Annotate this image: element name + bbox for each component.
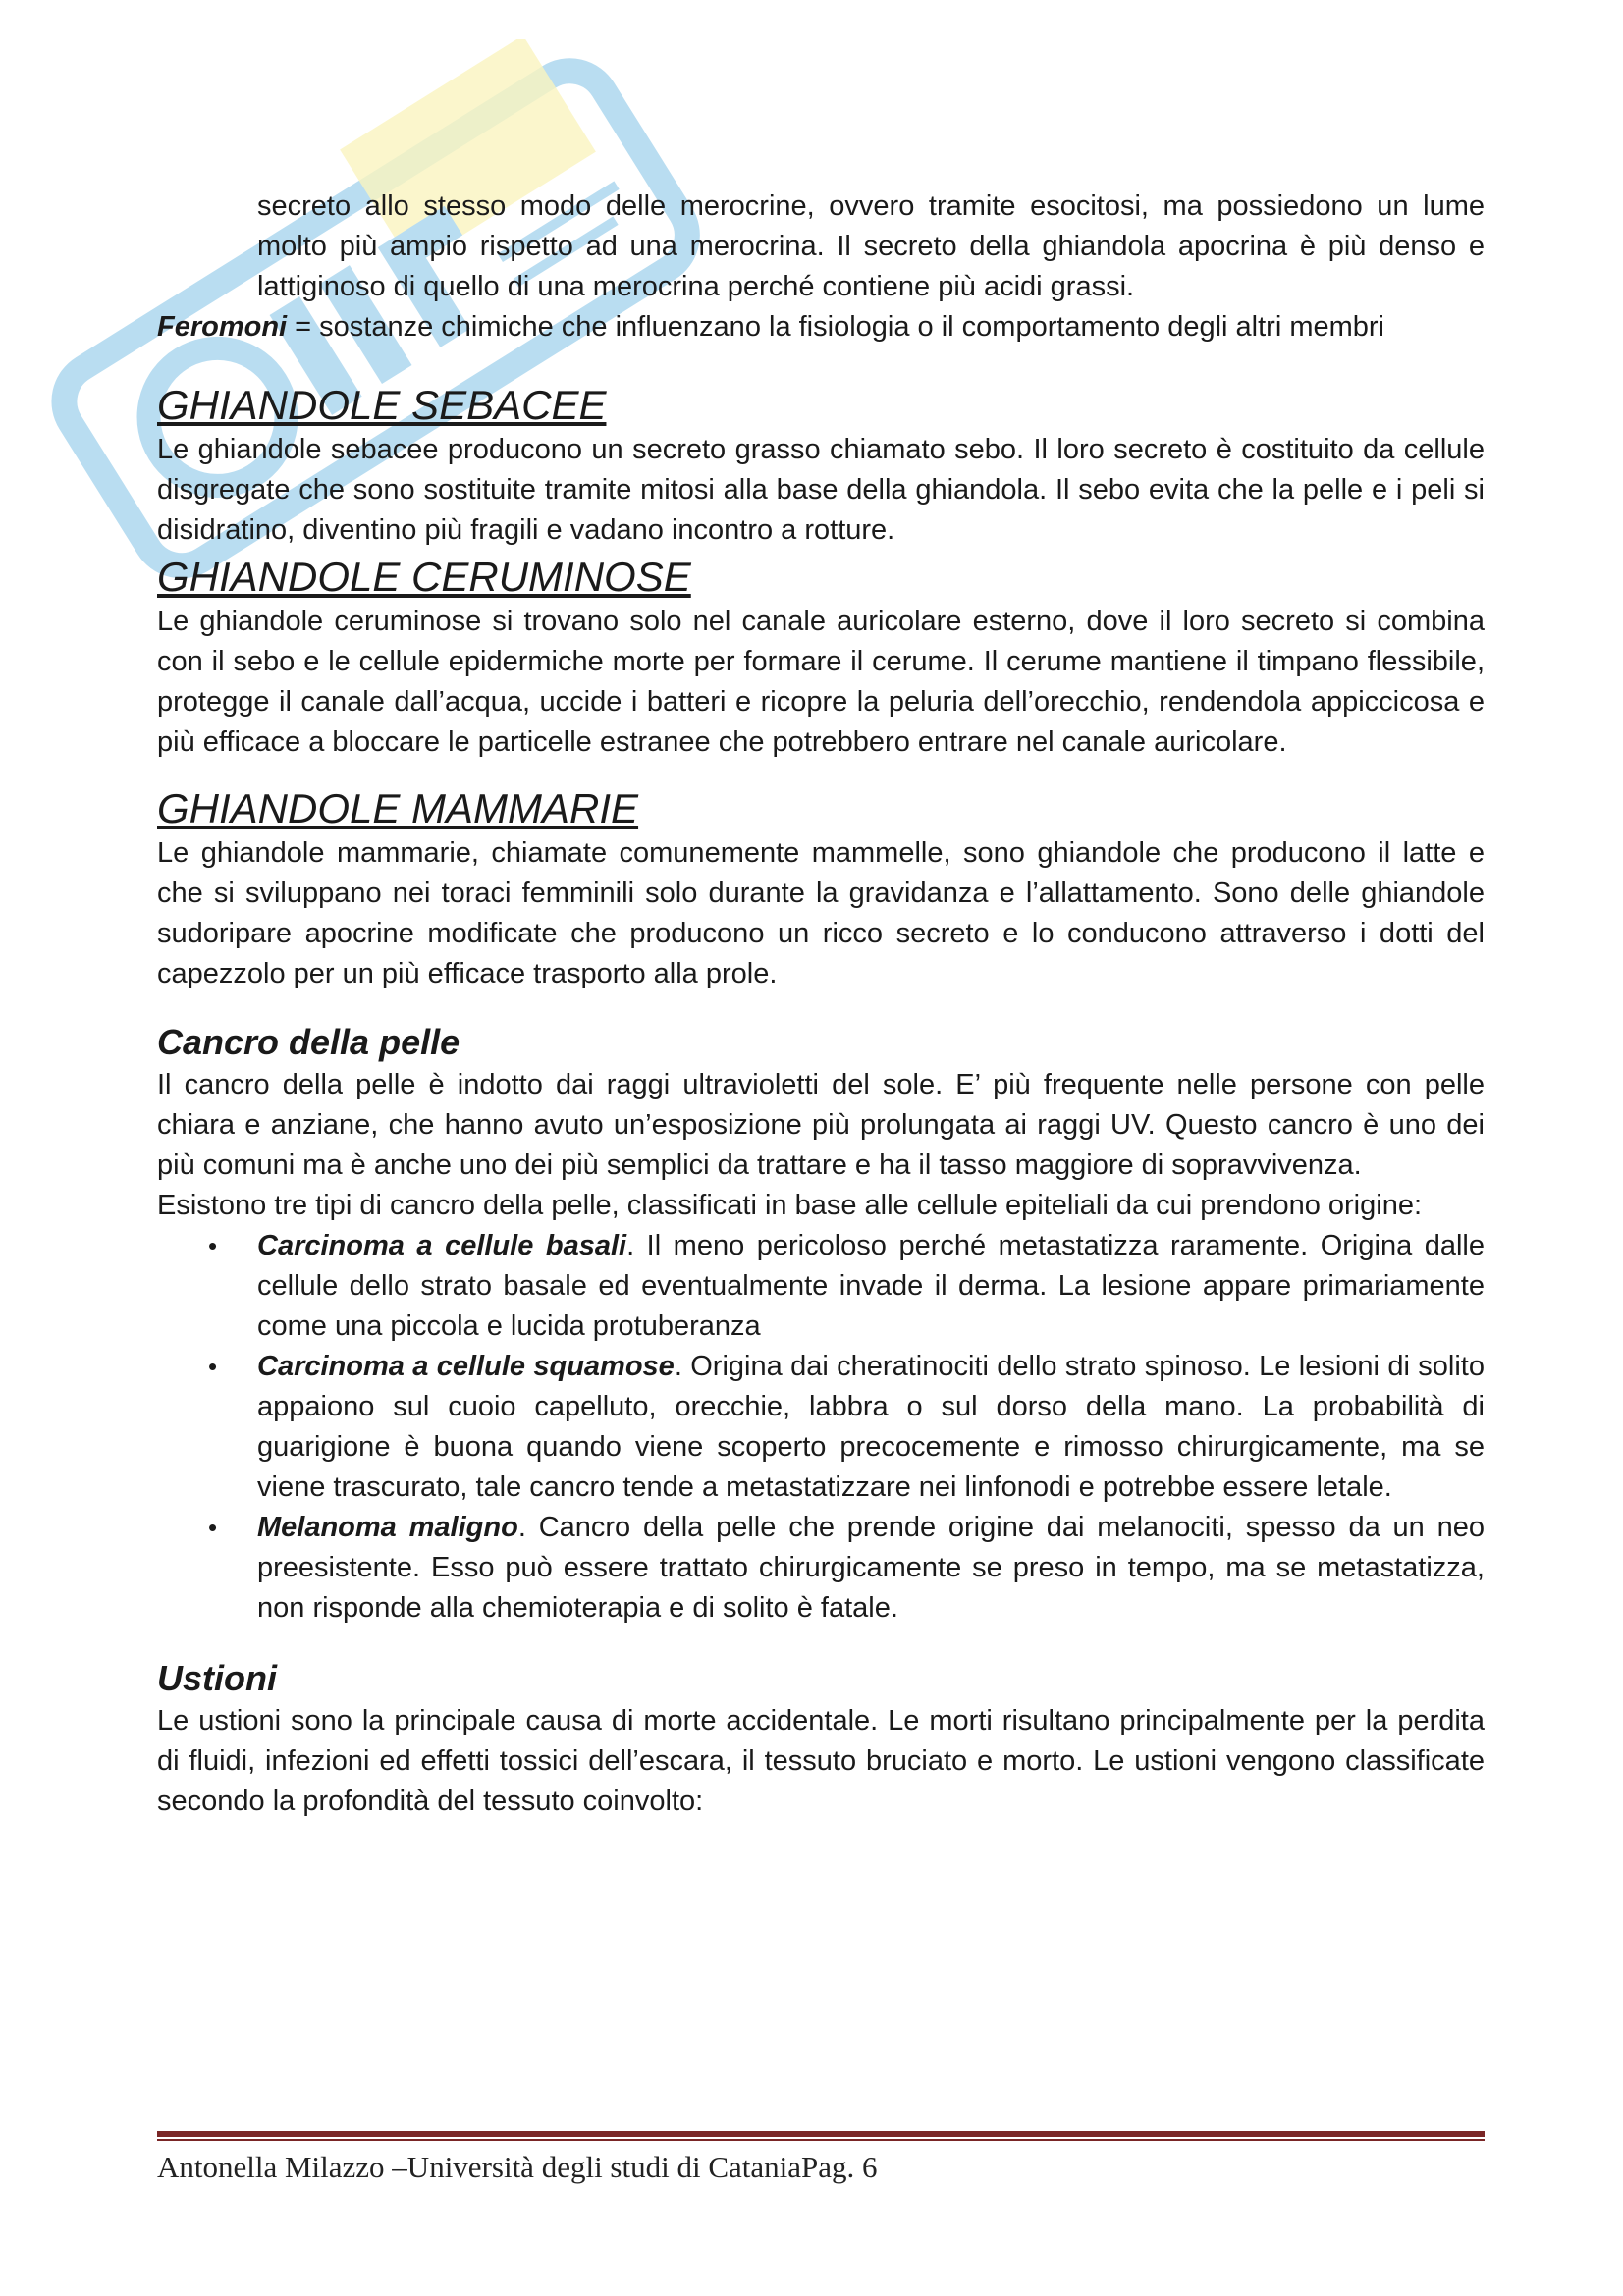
paragraph-ceruminose: Le ghiandole ceruminose si trovano solo nel canale auricolare esterno, dove il loro secreto si combina con il sebo e le cellule epidermiche morte per formare il cerume. Il cerume mantiene il timpano flessibile, protegge il canale dall’acqua, uccide i batteri e ricopre la peluria dell’orecchio, rendendola appiccicosa e più efficace a bloccare le particelle estranee che potrebbero entrare nel canale auricolare. — [157, 606, 1485, 758]
feromoni-definition — [157, 307, 1485, 347]
list-item-term: Melanoma maligno — [257, 1512, 518, 1543]
feromoni-term: Feromoni — [157, 311, 288, 343]
feromoni-text: = sostanze chimiche che influenzano la fisiologia o il comportamento degli altri membri — [287, 311, 1384, 343]
heading-sebacee: GHIANDOLE SEBACEE — [157, 382, 607, 428]
intro-continuation: secreto allo stesso modo delle merocrine, ovvero tramite esocitosi, ma possiedono un lume molto più ampio rispetto ad una merocrina. Il secreto della ghiandola apocrina è più denso e lattiginoso di quello di una merocrina perché contiene più acidi grassi. — [257, 190, 1485, 302]
main-content — [157, 187, 1485, 1822]
list-item — [157, 1226, 1485, 1347]
cancer-types-list — [157, 1226, 1485, 1629]
list-item-text: . Origina dai cheratinociti dello strato spinoso. Le lesioni di solito appaiono sul cuoio capelluto, orecchie, labbra o sul dorso della mano. La probabilità di guarigione è buona quando viene scoperto precocemente e rimosso chirurgicamente, ma se viene trascurato, tale cancro tende a metastatizzare nei linfonodi e potrebbe essere letale. — [257, 1351, 1485, 1503]
heading-ceruminose: GHIANDOLE CERUMINOSE — [157, 554, 691, 600]
list-item-term: Carcinoma a cellule squamose — [257, 1351, 675, 1382]
list-item — [157, 1508, 1485, 1629]
page-footer: Antonella Milazzo –Università degli studi di CataniaPag. 6 — [157, 2150, 878, 2184]
list-item — [157, 1347, 1485, 1508]
heading-mammarie: GHIANDOLE MAMMARIE — [157, 785, 639, 831]
paragraph-cancro-1: Il cancro della pelle è indotto dai raggi ultravioletti del sole. E’ più frequente nelle persone con pelle chiara e anziane, che hanno avuto un’esposizione più prolungata ai raggi UV. Questo cancro è uno dei più comuni ma è anche uno dei più semplici da trattare e ha il tasso maggiore di sopravvivenza. — [157, 1069, 1485, 1181]
paragraph-ustioni: Le ustioni sono la principale causa di morte accidentale. Le morti risultano principalmente per la perdita di fluidi, infezioni ed effetti tossici dell’escara, il tessuto bruciato e morto. Le ustioni vengono classificate secondo la profondità del tessuto coinvolto: — [157, 1705, 1485, 1817]
footer-divider-thin — [157, 2139, 1485, 2141]
list-item-term: Carcinoma a cellule basali — [257, 1230, 627, 1261]
bullet-icon: • — [208, 1231, 218, 1260]
list-item-text: . Cancro della pelle che prende origine dai melanociti, spesso da un neo preesistente. Esso può essere trattato chirurgicamente se preso in tempo, ma se metastatizza, non risponde alla chemioterapia e di solito è fatale. — [257, 1512, 1485, 1624]
list-item-text: . Il meno pericoloso perché metastatizza raramente. Origina dalle cellule dello strato basale ed eventualmente invade il derma. La lesione appare primariamente come una piccola e lucida protuberanza — [257, 1230, 1485, 1342]
paragraph-mammarie: Le ghiandole mammarie, chiamate comunemente mammelle, sono ghiandole che producono il latte e che si sviluppano nei toraci femminili solo durante la gravidanza e l’allattamento. Sono delle ghiandole sudoripare apocrine modificate che producono un ricco secreto e lo conducono attraverso i dotti del capezzolo per un più efficace trasporto alla prole. — [157, 837, 1485, 989]
heading-cancro: Cancro della pelle — [157, 1022, 460, 1062]
heading-ustioni: Ustioni — [157, 1658, 277, 1698]
paragraph-sebacee: Le ghiandole sebacee producono un secreto grasso chiamato sebo. Il loro secreto è costituito da cellule disgregate che sono sostituite tramite mitosi alla base della ghiandola. Il sebo evita che la pelle e i peli si disidratino, diventino più fragili e vadano incontro a rotture. — [157, 434, 1485, 546]
bullet-icon: • — [208, 1513, 218, 1542]
paragraph-cancro-2: Esistono tre tipi di cancro della pelle, classificati in base alle cellule epiteliali da cui prendono origine: — [157, 1190, 1423, 1221]
bullet-icon: • — [208, 1352, 218, 1381]
footer-divider — [157, 2131, 1485, 2137]
